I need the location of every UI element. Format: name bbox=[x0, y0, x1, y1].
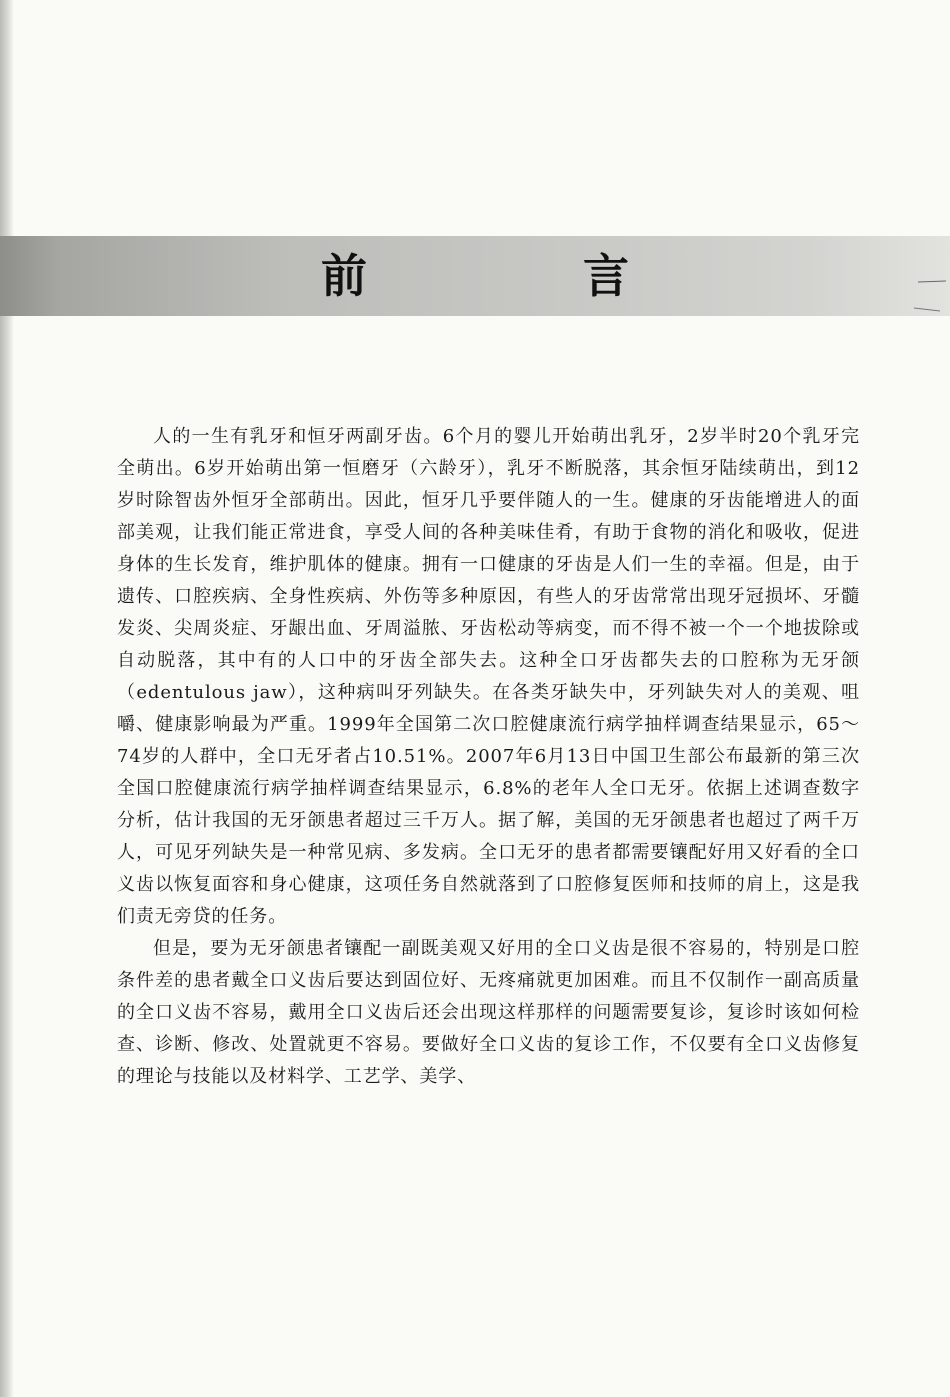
paragraph-1: 人的一生有乳牙和恒牙两副牙齿。6个月的婴儿开始萌出乳牙，2岁半时20个乳牙完全萌出。6岁开始萌出第一恒磨牙（六龄牙），乳牙不断脱落，其余恒牙陆续萌出，到12岁时除智齿外恒牙全部萌出。因此，恒牙几乎要伴随人的一生。健康的牙齿能增进人的面部美观，让我们能正常进食，享受人间的各种美味佳肴，有助于食物的消化和吸收，促进身体的生长发育，维护肌体的健康。拥有一口健康的牙齿是人们一生的幸福。但是，由于遗传、口腔疾病、全身性疾病、外伤等多种原因，有些人的牙齿常常出现牙冠损坏、牙髓发炎、尖周炎症、牙龈出血、牙周溢脓、牙齿松动等病变，而不得不被一个一个地拔除或自动脱落，其中有的人口中的牙齿全部失去。这种全口牙齿都失去的口腔称为无牙颌（edentulous jaw），这种病叫牙列缺失。在各类牙缺失中，牙列缺失对人的美观、咀嚼、健康影响最为严重。1999年全国第二次口腔健康流行病学抽样调查结果显示，65～74岁的人群中，全口无牙者占10.51%。2007年6月13日中国卫生部公布最新的第三次全国口腔健康流行病学抽样调查结果显示，6.8%的老年人全口无牙。依据上述调查数字分析，估计我国的无牙颌患者超过三千万人。据了解，美国的无牙颌患者也超过了两千万人，可见牙列缺失是一种常见病、多发病。全口无牙的患者都需要镶配好用又好看的全口义齿以恢复面容和身心健康，这项任务自然就落到了口腔修复医师和技师的肩上，这是我们责无旁贷的任务。 bbox=[117, 426, 860, 927]
paragraph-2: 但是，要为无牙颌患者镶配一副既美观又好用的全口义齿是很不容易的，特别是口腔条件差的患者戴全口义齿后要达到固位好、无疼痛就更加困难。而且不仅制作一副高质量的全口义齿不容易，戴用全口义齿后还会出现这样那样的问题需要复诊，复诊时该如何检查、诊断、修改、处置就更不容易。要做好全口义齿的复诊工作，不仅要有全口义齿修复的理论与技能以及材料学、工艺学、美学、 bbox=[117, 938, 860, 1087]
page-title: 前 言 bbox=[320, 249, 729, 303]
scan-marks bbox=[910, 276, 950, 316]
page-left-edge-shadow bbox=[0, 0, 14, 1397]
preface-body bbox=[117, 421, 860, 1093]
